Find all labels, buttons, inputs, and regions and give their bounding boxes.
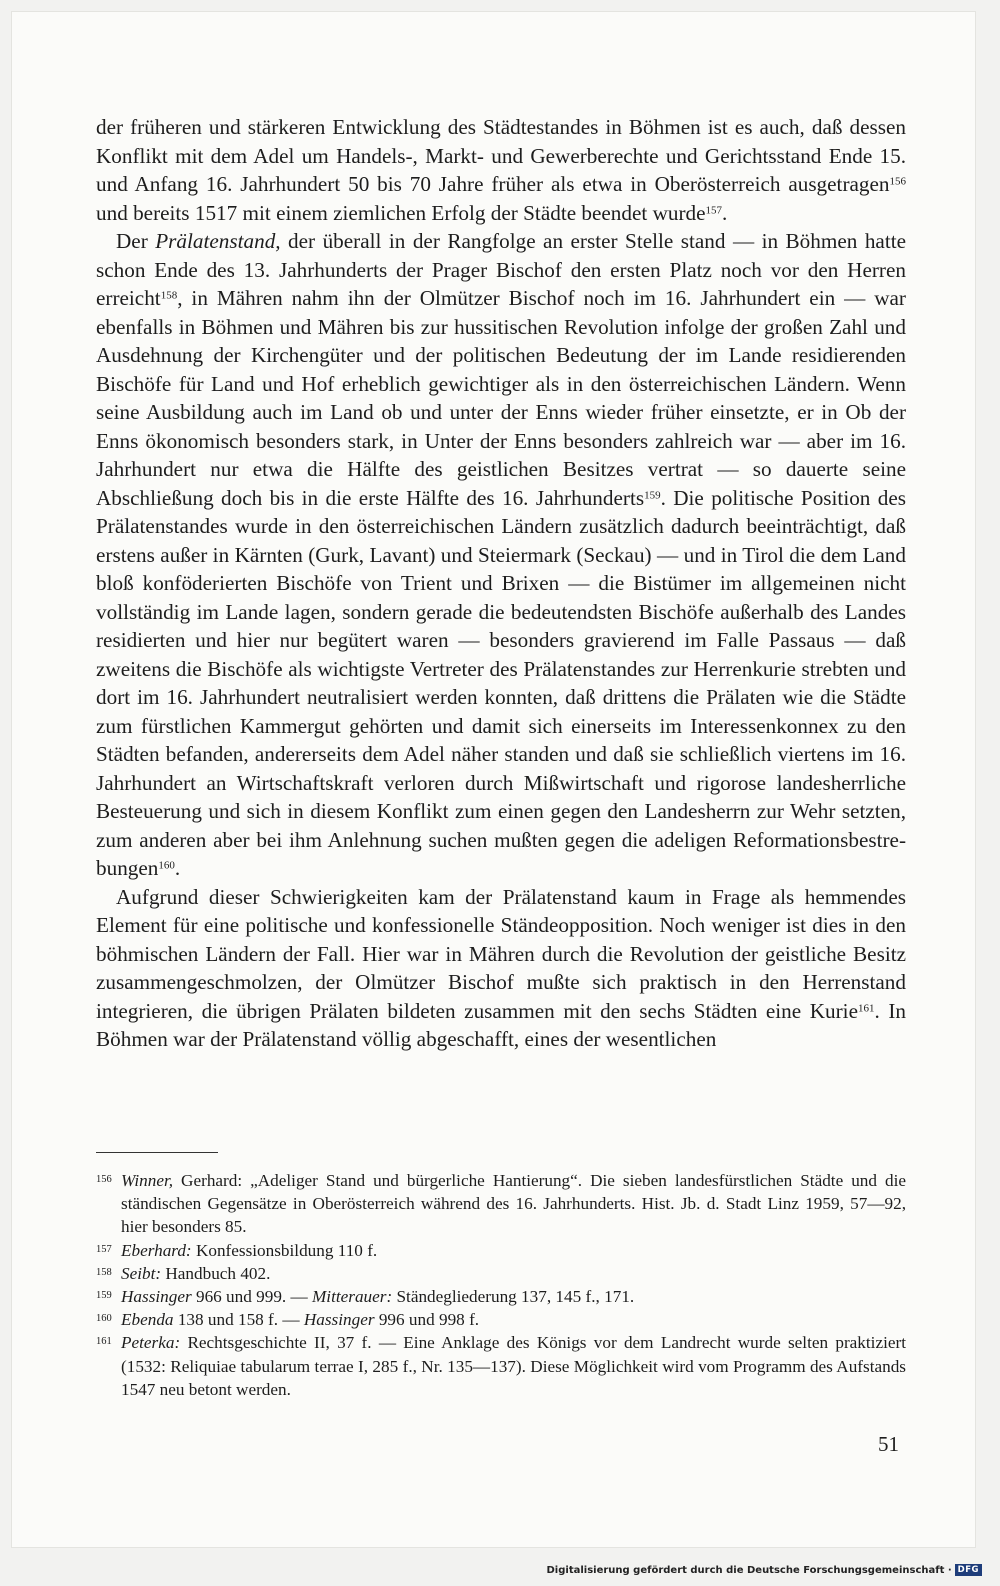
digitization-credit: [547, 1564, 983, 1576]
footnote-ref-158[interactable]: 158: [160, 289, 178, 302]
dfg-logo-icon: DFG: [955, 1564, 982, 1576]
footnote-number: 157: [96, 1243, 112, 1255]
footnote-ref-157[interactable]: 157: [705, 203, 723, 216]
footnote-ref-159[interactable]: 159: [644, 488, 661, 501]
page-number: 51: [878, 1432, 899, 1456]
main-text: [96, 113, 906, 1054]
paragraph-3: Aufgrund dieser Schwierigkeiten kam der Prälatenstand kaum in Frage als hemmendes Element für eine politische und konfessionelle Ständeopposition. Noch weniger ist dies in den böhmischen Ländern der Fall. Hier war in Mähren durch die Revolution der geistliche Besitz zusammengeschmolzen, der Olmützer Bischof mußte sich praktisch in den Herrenstand integrieren, die übrigen Prälaten bildeten zusammen mit den sechs Städten eine Kurie$^{161}$. In Böhmen war der Prälatenstand völlig abgeschafft, eines der wesentlichen: [96, 884, 906, 1051]
footnote-separator: [96, 1152, 218, 1153]
footnote-number: 156: [96, 1174, 112, 1185]
footnote-ref-160[interactable]: 160: [158, 859, 175, 872]
footnote-number: 161: [96, 1336, 112, 1348]
footnote-ref-156[interactable]: 156: [889, 175, 906, 188]
footnote-ref-161[interactable]: 161: [857, 1001, 875, 1014]
footnote-number: 159: [96, 1290, 112, 1302]
paragraph-2: Der Prälatenstand, der überall in der Rangfolge an erster Stelle stand — in Böhmen hatte schon Ende des 13. Jahrhunderts der Prager Bischof den ersten Platz noch vor den Herren erreicht$^{158}$, in Mähren nahm ihn der Olmützer Bischof noch im 16. Jahrhundert ein — war ebenfalls in Böhmen und Mähren bis zur hussitischen Revolution infolge der großen Zahl und Ausdehnung der Kirchengüter und der politischen Bedeutung der im Lande residierenden Bischöfe für Land und Hof erheblich gewichtiger als in den österreichischen Ländern. Wenn seine Ausbildung auch im Land ob und unter der Enns wieder früher einsetzte, er in Ob der Enns ökonomisch besonders stark, in Unter der Enns besonders zahlreich war — aber im 16. Jahrhundert nur etwa die Hälfte des geistlichen Besitzes vertrat — so dauerte seine Abschließung doch bis in die erste Hälfte des 16. Jahrhunderts$^{159}$. Die politische Position des Prälatenstandes wurde in den österreichischen Ländern zusätzlich dadurch beeinträchtigt, daß erstens außer in Kärnten (Gurk, Lavant) und Steiermark (Seckau) — und in Tirol die dem Land bloß konföderierten Bischöfe von Trient und Brixen — die Bistümer im allgemeinen nicht vollständig im Lande lagen, sondern gerade die bedeutendsten Bischöfe außerhalb des Landes residierten und hier nur begütert waren — besonders gravierend im Falle Passaus — daß zweitens die Bischöfe als wichtigste Vertreter des Prälatenstandes zur Herrenkurie strebten und dort im 16. Jahrhundert neutralisiert werden konnten, daß drittens die Prälaten wie die Städte zum fürstlichen Kammergut gehörten und damit sich einerseits im Interessenkonnex zu den Städten befanden, andererseits dem Adel näher standen und daß sie schließlich viertens im 16. Jahrhundert an Wirtschaftskraft verloren durch Mißwirtschaft und rigorose landesherrliche Besteuerung und sich in diesem Konflikt zum einen gegen den Landesherrn zur Wehr setzten, zum anderen aber bei ihm Anlehnung suchen mußten gegen die adeligen Reformationsbestre-bungen$^{160}$.: [96, 229, 906, 880]
footnote-158: 158 Seibt: Handbuch 402.: [96, 1262, 906, 1285]
footnote-161: 161 Peterka: Rechtsgeschichte II, 37 f. — Eine Anklage des Königs vor dem Landrecht wurde selten praktiziert (1532: Reliquiae tabularum terrae I, 285 f., Nr. 135—137). Diese Möglichkeit wird vom Programm des Aufstands 1547 neu betont werden.: [96, 1331, 906, 1401]
footnote-156: 156 Winner, Gerhard: „Adeliger Stand und bürgerliche Hantierung“. Die sieben landesfürstlichen Städte und die ständischen Gegensätze in Oberösterreich während des 16. Jahrhunderts. Hist. Jb. d. Stadt Linz 1959, 57—92, hier besonders 85.: [96, 1169, 906, 1239]
credit-text: Digitalisierung gefördert durch die Deutsche Forschungsgemeinschaft ·: [546, 1564, 952, 1576]
footnote-157: 157 Eberhard: Konfessionsbildung 110 f.: [96, 1239, 906, 1262]
footnote-number: 158: [96, 1266, 112, 1278]
paragraph-1: der früheren und stärkeren Entwicklung des Städtestandes in Böhmen ist es auch, daß dessen Konflikt mit dem Adel um Handels-, Markt- und Gewerberechte und Gerichtsstand Ende 15. und Anfang 16. Jahrhundert 50 bis 70 Jahre früher als etwa in Oberösterreich ausgetragen$^{156}$ und bereits 1517 mit einem ziemlichen Erfolg der Städte beendet wurde$^{157}$.: [96, 115, 906, 225]
term-praelatenstand: Prälatenstand,: [155, 229, 281, 253]
footnote-number: 160: [96, 1313, 112, 1325]
footnote-159: 159 Hassinger 966 und 999. — Mitterauer: Ständegliederung 137, 145 f., 171.: [96, 1285, 906, 1308]
scanned-page: [12, 12, 975, 1547]
footnotes: [96, 1169, 906, 1401]
footnote-160: 160 Ebenda 138 und 158 f. — Hassinger 996 und 998 f.: [96, 1308, 906, 1331]
